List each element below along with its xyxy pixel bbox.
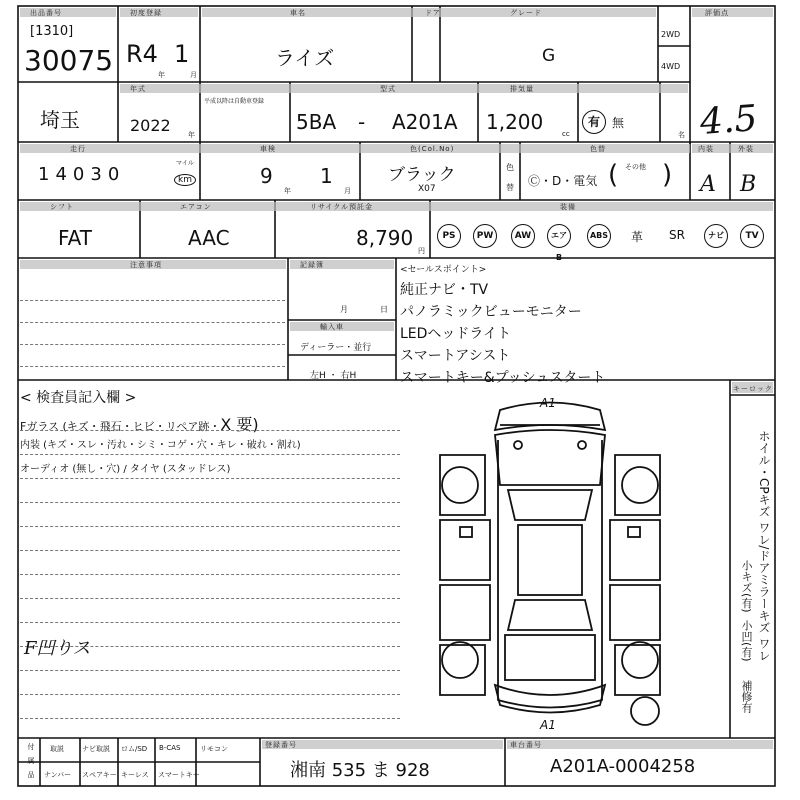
inspector-handwritten: F凹りス xyxy=(24,638,91,659)
inspector-line xyxy=(20,598,400,599)
header-recycle: リサイクル預託金 xyxy=(310,203,374,211)
mileage-km-circled: km xyxy=(174,174,196,186)
score-handwritten: 4.5 xyxy=(698,98,759,143)
inspector-line xyxy=(20,430,400,431)
right-small-dent: 小凹(有) xyxy=(740,620,753,662)
color-col2: 替 xyxy=(506,183,514,192)
header-plate: 登録番号 xyxy=(265,741,297,749)
acc-manual: 取説 xyxy=(50,745,64,753)
acc-plate: ナンバー xyxy=(44,771,72,779)
header-equipment: 装備 xyxy=(560,203,576,211)
sales-point: 純正ナビ・TV xyxy=(400,282,489,298)
drive-2wd: 2WD xyxy=(661,30,681,39)
lot-code: [1310] xyxy=(30,24,74,39)
inspector-line xyxy=(20,718,400,719)
inspector-title: < 検査員記入欄 > xyxy=(20,390,137,406)
color-name: ブラック xyxy=(388,165,456,185)
equip-leather: 革 xyxy=(631,230,644,244)
acc-spare-key: スペアキー xyxy=(82,771,117,779)
right-side-note: ホイル・CPキズ ワレ/ドアミラーキズ ワレ xyxy=(757,430,771,662)
inspector-line xyxy=(20,454,400,455)
recycle-unit: 円 xyxy=(418,247,425,255)
inspector-line xyxy=(20,550,400,551)
mileage-digits: 14030 xyxy=(38,164,126,185)
car-diagram xyxy=(430,395,670,735)
color-code: X07 xyxy=(418,184,436,194)
first-reg-nen: 年 xyxy=(158,71,165,79)
import-hand: 左H ・ 右H xyxy=(310,371,357,381)
color-change-options: Ⓒ・D・電気 xyxy=(528,174,598,188)
sales-points-title: <セールスポイント> xyxy=(400,265,487,275)
model-code-note: 平成以降は自動車登録 xyxy=(204,98,265,105)
color-change-other: その他 xyxy=(625,163,646,171)
inspector-line xyxy=(20,526,400,527)
first-reg-era: R4 xyxy=(126,40,158,68)
model-prefix: 5BA xyxy=(296,110,337,134)
inspection-year: 9 xyxy=(260,164,273,188)
header-model-year: 年式 xyxy=(130,85,146,93)
header-aircon: エアコン xyxy=(180,203,212,211)
equip-ps: PS xyxy=(437,224,461,248)
header-door: ドア xyxy=(425,9,441,17)
first-reg-year: 1 xyxy=(174,40,190,68)
header-car-name: 車名 xyxy=(290,9,306,17)
inspector-line xyxy=(20,502,400,503)
inspection-nen: 年 xyxy=(284,187,291,195)
acc-bcas: B-CAS xyxy=(159,744,181,752)
remarks-line xyxy=(20,322,285,323)
color-paren-right: ) xyxy=(662,160,673,190)
mileage-mile-unit: マイル xyxy=(176,160,194,167)
import-dealer: ディーラー・並行 xyxy=(300,343,372,353)
header-interior: 内装 xyxy=(698,145,714,153)
header-import: 輸入車 xyxy=(320,323,344,331)
header-key-lock: キーロック xyxy=(733,385,773,393)
color-col1: 色 xyxy=(506,163,514,172)
inspector-line xyxy=(20,574,400,575)
displacement-unit: cc xyxy=(562,130,570,138)
displacement: 1,200 xyxy=(486,110,544,134)
inspection-tsuki: 月 xyxy=(344,187,351,195)
equip-navi: ナビ xyxy=(704,224,728,248)
inspector-line1: Fガラス (キズ・飛石・ヒビ・リペア跡・X 要) xyxy=(20,415,259,434)
equip-pw: PW xyxy=(473,224,497,248)
right-repair: 補修有 xyxy=(740,680,753,713)
header-model-code: 型式 xyxy=(380,85,396,93)
inspector-line2: 内装 (キズ・スレ・汚れ・シミ・コゲ・穴・キレ・破れ・割れ) xyxy=(20,440,301,451)
acc-keyless: キーレス xyxy=(121,771,149,779)
inspection-month: 1 xyxy=(320,164,333,188)
acc-navi-manual: ナビ取説 xyxy=(82,745,110,753)
region: 埼玉 xyxy=(40,108,80,132)
acc-smart-key: スマートキー xyxy=(158,771,200,779)
model-dash: - xyxy=(358,110,366,134)
inspector-line xyxy=(20,670,400,671)
record-month: 月 xyxy=(340,305,348,314)
accessory-side-label: 付 属 品 xyxy=(27,743,35,779)
recycle-value: 8,790 xyxy=(356,226,414,250)
sales-point: パノラミックビューモニター xyxy=(400,304,582,320)
name-suffix: 名 xyxy=(678,131,685,139)
turbo-yes-circled: 有 xyxy=(582,110,606,134)
header-shift: シフト xyxy=(50,203,74,211)
model-code: A201A xyxy=(392,110,458,134)
header-remarks: 注意事項 xyxy=(130,261,162,269)
car-name: ライズ xyxy=(275,46,335,70)
lot-number: 30075 xyxy=(24,44,114,77)
sales-point: LEDヘッドライト xyxy=(400,326,512,342)
plate-number: 湘南 535 ま 928 xyxy=(290,760,430,781)
header-mileage: 走行 xyxy=(70,145,86,153)
model-year: 2022 xyxy=(130,116,171,135)
header-lot-no: 出品番号 xyxy=(30,9,62,17)
header-grade: グレード xyxy=(510,9,542,17)
chassis-number: A201A-0004258 xyxy=(550,756,696,777)
remarks-line xyxy=(20,344,285,345)
turbo-no: 無 xyxy=(612,116,625,130)
damage-mark-rear: A1 xyxy=(540,718,556,732)
header-score: 評価点 xyxy=(705,9,729,17)
inspector-line xyxy=(20,694,400,695)
damage-mark-front: A1 xyxy=(540,396,556,410)
right-small-scratch: 小キズ(有) xyxy=(740,560,753,613)
header-record: 記録簿 xyxy=(300,261,324,269)
sales-points-list xyxy=(400,279,605,389)
record-day: 日 xyxy=(380,305,388,314)
acc-rom-sd: ロム/SD xyxy=(121,745,148,753)
equip-aw: AW xyxy=(511,224,535,248)
grade: G xyxy=(542,46,556,66)
inspector-line3: オーディオ (無し・穴) / タイヤ (スタッドレス) xyxy=(20,464,231,475)
header-exterior: 外装 xyxy=(738,145,754,153)
equip-tv: TV xyxy=(740,224,764,248)
drive-4wd: 4WD xyxy=(661,62,681,71)
header-first-reg: 初度登録 xyxy=(130,9,162,17)
header-displacement: 排気量 xyxy=(510,85,534,93)
equip-abs: ABS xyxy=(587,224,611,248)
header-color-change: 色替 xyxy=(590,145,606,153)
inspector-line xyxy=(20,622,400,623)
remarks-line xyxy=(20,300,285,301)
first-reg-tsuki: 月 xyxy=(190,71,197,79)
model-year-suffix: 年 xyxy=(188,131,195,139)
aircon: AAC xyxy=(188,226,230,250)
header-color: 色(Col.No) xyxy=(410,145,455,153)
interior-score: A xyxy=(700,172,716,197)
sales-point: スマートアシスト xyxy=(400,348,511,364)
shift: FAT xyxy=(58,226,93,250)
exterior-score: B xyxy=(740,172,757,197)
acc-remote: リモコン xyxy=(200,745,228,753)
equip-airbag: エアB xyxy=(547,224,571,248)
header-inspection: 車検 xyxy=(260,145,276,153)
color-paren-left: ( xyxy=(608,160,619,190)
equip-sunroof: SR xyxy=(669,228,685,242)
header-chassis: 車台番号 xyxy=(510,741,542,749)
inspector-line xyxy=(20,478,400,479)
remarks-line xyxy=(20,366,285,367)
sales-point: スマートキー&プッシュスタート xyxy=(400,370,606,386)
